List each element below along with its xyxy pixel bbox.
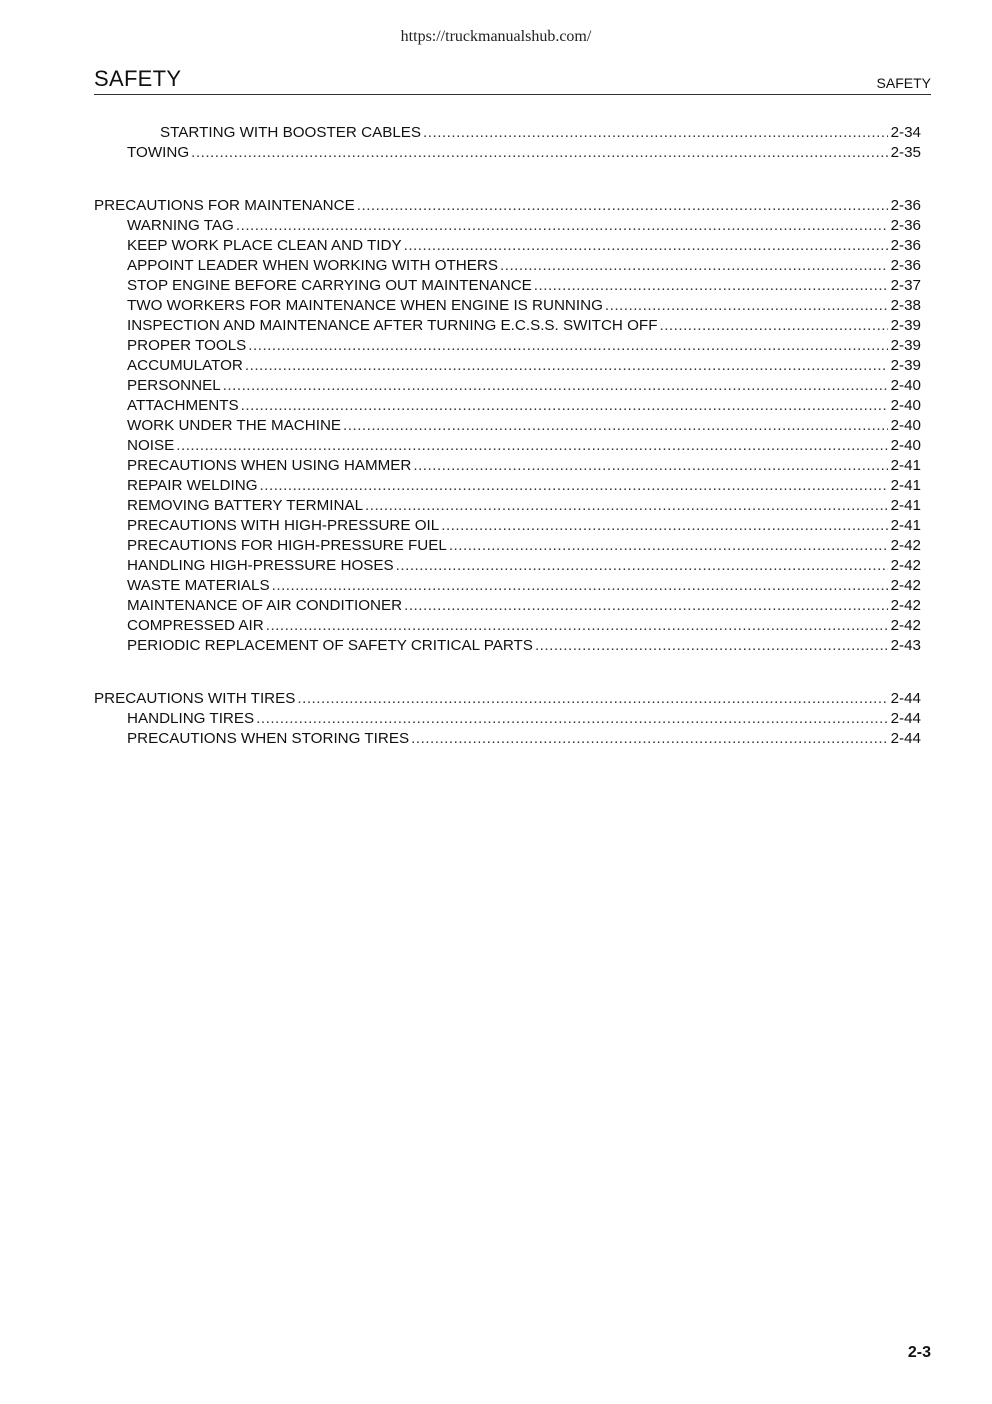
toc-entry: [94, 216, 921, 236]
toc-entry-page: 2-44: [890, 730, 921, 747]
toc-entry-title: TOWING: [127, 144, 190, 161]
toc-entry-page: 2-42: [890, 617, 921, 634]
toc-entry-page: 2-41: [890, 477, 921, 494]
toc-entry-page: 2-39: [890, 357, 921, 374]
toc-dot-leader: [659, 316, 887, 336]
toc-dot-leader: [423, 123, 888, 143]
toc-entry: [94, 396, 921, 416]
toc-entry: [94, 516, 921, 536]
toc-entry-page: 2-39: [890, 317, 921, 334]
toc-entry-page: 2-40: [890, 397, 921, 414]
toc-dot-leader: [535, 636, 888, 656]
toc-entry-title: NOISE: [127, 437, 175, 454]
toc-dot-leader: [449, 536, 888, 556]
toc-entry-title: PERIODIC REPLACEMENT OF SAFETY CRITICAL PARTS: [127, 637, 533, 654]
toc-entry: [94, 236, 921, 256]
toc-dot-leader: [500, 256, 888, 276]
toc-entry-title: ACCUMULATOR: [127, 357, 243, 374]
toc-entry-page: 2-36: [890, 237, 921, 254]
toc-dot-leader: [413, 456, 887, 476]
toc-entry: [94, 356, 921, 376]
toc-entry-page: 2-35: [890, 144, 921, 161]
table-of-contents: [94, 123, 921, 749]
toc-entry: [94, 729, 921, 749]
section-title: SAFETY: [94, 66, 182, 91]
toc-entry-page: 2-42: [890, 577, 921, 594]
toc-dot-leader: [365, 496, 888, 516]
toc-entry-page: 2-42: [890, 537, 921, 554]
toc-entry-title: MAINTENANCE OF AIR CONDITIONER: [127, 597, 403, 614]
toc-entry-title: ATTACHMENTS: [127, 397, 239, 414]
toc-entry-page: 2-42: [890, 597, 921, 614]
toc-dot-leader: [176, 436, 887, 456]
toc-entry-title: PRECAUTIONS WHEN STORING TIRES: [127, 730, 410, 747]
toc-entry: [94, 636, 921, 656]
toc-entry: [94, 476, 921, 496]
toc-entry: [94, 436, 921, 456]
toc-entry-title: HANDLING TIRES: [127, 710, 255, 727]
toc-entry-title: COMPRESSED AIR: [127, 617, 264, 634]
toc-dot-leader: [241, 396, 888, 416]
toc-entry-title: REPAIR WELDING: [127, 477, 258, 494]
toc-dot-leader: [411, 729, 887, 749]
toc-entry-title: WASTE MATERIALS: [127, 577, 270, 594]
toc-entry-page: 2-36: [890, 197, 921, 214]
toc-dot-leader: [191, 143, 887, 163]
toc-dot-leader: [266, 616, 888, 636]
toc-entry: [94, 123, 921, 143]
toc-dot-leader: [272, 576, 888, 596]
toc-dot-leader: [236, 216, 888, 236]
toc-entry: [94, 496, 921, 516]
toc-entry: [94, 296, 921, 316]
toc-entry-title: REMOVING BATTERY TERMINAL: [127, 497, 364, 514]
toc-entry-title: PRECAUTIONS WITH HIGH-PRESSURE OIL: [127, 517, 440, 534]
toc-entry: [94, 596, 921, 616]
toc-entry-page: 2-36: [890, 257, 921, 274]
toc-entry-title: STOP ENGINE BEFORE CARRYING OUT MAINTENANCE: [127, 277, 532, 294]
toc-entry: [94, 709, 921, 729]
toc-dot-leader: [404, 236, 888, 256]
toc-entry-page: 2-36: [890, 217, 921, 234]
toc-entry-title: WARNING TAG: [127, 217, 234, 234]
toc-entry: [94, 536, 921, 556]
toc-entry-page: 2-43: [890, 637, 921, 654]
toc-dot-leader: [441, 516, 887, 536]
toc-section-entry: [94, 196, 921, 216]
toc-entry: [94, 376, 921, 396]
toc-entry-page: 2-40: [890, 437, 921, 454]
toc-entry-title: PERSONNEL: [127, 377, 221, 394]
toc-entry: [94, 276, 921, 296]
toc-entry-title: APPOINT LEADER WHEN WORKING WITH OTHERS: [127, 257, 498, 274]
toc-entry-title: PRECAUTIONS WITH TIRES: [94, 690, 296, 707]
toc-section-entry: [94, 689, 921, 709]
toc-entry-page: 2-42: [890, 557, 921, 574]
toc-dot-leader: [404, 596, 888, 616]
toc-dot-leader: [343, 416, 888, 436]
toc-entry-title: PRECAUTIONS FOR HIGH-PRESSURE FUEL: [127, 537, 447, 554]
toc-dot-leader: [396, 556, 888, 576]
toc-entry-page: 2-37: [890, 277, 921, 294]
toc-entry-title: INSPECTION AND MAINTENANCE AFTER TURNING E.C.S.S. SWITCH OFF: [127, 317, 658, 334]
toc-entry-title: WORK UNDER THE MACHINE: [127, 417, 342, 434]
toc-entry: [94, 616, 921, 636]
toc-entry: [94, 576, 921, 596]
page-header: [94, 64, 931, 95]
toc-entry-page: 2-44: [890, 710, 921, 727]
toc-entry-title: HANDLING HIGH-PRESSURE HOSES: [127, 557, 394, 574]
toc-entry-title: PRECAUTIONS WHEN USING HAMMER: [127, 457, 412, 474]
toc-entry-page: 2-39: [890, 337, 921, 354]
toc-dot-leader: [245, 356, 888, 376]
source-url: https://truckmanualshub.com/: [400, 28, 592, 45]
toc-dot-leader: [357, 196, 888, 216]
toc-dot-leader: [260, 476, 888, 496]
toc-entry: [94, 143, 921, 163]
toc-entry-title: PROPER TOOLS: [127, 337, 247, 354]
toc-dot-leader: [223, 376, 888, 396]
toc-entry-page: 2-40: [890, 377, 921, 394]
toc-entry-page: 2-41: [890, 457, 921, 474]
toc-entry-page: 2-40: [890, 417, 921, 434]
toc-dot-leader: [605, 296, 888, 316]
toc-entry: [94, 336, 921, 356]
toc-entry-title: KEEP WORK PLACE CLEAN AND TIDY: [127, 237, 402, 254]
toc-entry-page: 2-38: [890, 297, 921, 314]
toc-entry-page: 2-44: [890, 690, 921, 707]
toc-entry-title: TWO WORKERS FOR MAINTENANCE WHEN ENGINE IS RUNNING: [127, 297, 603, 314]
toc-dot-leader: [256, 709, 887, 729]
toc-entry-title: PRECAUTIONS FOR MAINTENANCE: [94, 197, 355, 214]
toc-entry: [94, 456, 921, 476]
toc-dot-leader: [534, 276, 888, 296]
toc-entry: [94, 256, 921, 276]
running-header: SAFETY: [876, 75, 931, 91]
toc-dot-leader: [297, 689, 887, 709]
toc-entry: [94, 416, 921, 436]
toc-entry: [94, 316, 921, 336]
toc-entry-page: 2-34: [890, 124, 921, 141]
toc-entry-page: 2-41: [890, 497, 921, 514]
toc-entry: [94, 556, 921, 576]
page-number: 2-3: [907, 1344, 931, 1361]
toc-entry-page: 2-41: [890, 517, 921, 534]
toc-dot-leader: [248, 336, 887, 356]
toc-entry-title: STARTING WITH BOOSTER CABLES: [160, 124, 422, 141]
